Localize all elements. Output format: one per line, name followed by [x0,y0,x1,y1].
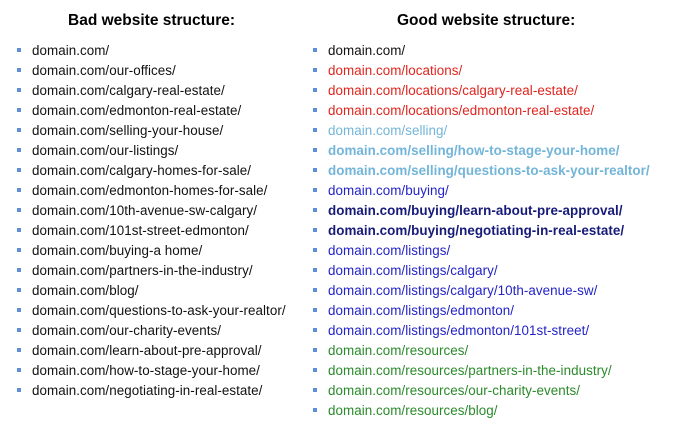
url-text: domain.com/listings/calgary/ [328,263,498,278]
square-bullet-icon [313,168,317,172]
url-text: domain.com/resources/partners-in-the-industry/ [328,363,612,378]
url-text: domain.com/selling/ [328,123,448,138]
url-text: domain.com/buying/learn-about-pre-approval/ [328,203,623,218]
square-bullet-icon [17,328,21,332]
square-bullet-icon [313,128,317,132]
list-item [312,101,650,121]
url-text: domain.com/listings/ [328,243,451,258]
url-text: domain.com/selling-your-house/ [32,123,224,138]
list-item [312,121,650,141]
list-item [312,401,650,421]
good-structure-list [312,41,650,421]
url-text: domain.com/partners-in-the-industry/ [32,263,253,278]
url-text: domain.com/buying-a home/ [32,243,203,258]
url-text: domain.com/ [328,43,406,58]
url-text: domain.com/locations/edmonton-real-estate/ [328,103,595,118]
list-item [16,321,286,341]
list-item [312,201,650,221]
good-structure-heading: Good website structure: [397,12,576,29]
square-bullet-icon [313,208,317,212]
square-bullet-icon [17,348,21,352]
url-text: domain.com/ [32,43,110,58]
bad-structure-list [16,41,286,401]
list-item [312,261,650,281]
square-bullet-icon [313,288,317,292]
url-text: domain.com/listings/edmonton/ [328,303,515,318]
list-item [312,41,650,61]
url-text: domain.com/negotiating-in-real-estate/ [32,383,263,398]
list-item [16,141,286,161]
square-bullet-icon [17,108,21,112]
square-bullet-icon [313,148,317,152]
square-bullet-icon [17,88,21,92]
url-text: domain.com/10th-avenue-sw-calgary/ [32,203,257,218]
square-bullet-icon [17,208,21,212]
list-item [16,181,286,201]
square-bullet-icon [313,48,317,52]
square-bullet-icon [313,368,317,372]
square-bullet-icon [313,268,317,272]
url-text: domain.com/our-charity-events/ [32,323,222,338]
square-bullet-icon [17,168,21,172]
list-item [16,281,286,301]
list-item [312,61,650,81]
list-item [312,321,650,341]
list-item [16,201,286,221]
square-bullet-icon [313,188,317,192]
list-item [16,221,286,241]
square-bullet-icon [313,68,317,72]
square-bullet-icon [17,368,21,372]
list-item [312,361,650,381]
url-text: domain.com/our-offices/ [32,63,176,78]
list-item [312,341,650,361]
list-item [16,121,286,141]
list-item [16,261,286,281]
url-text: domain.com/101st-street-edmonton/ [32,223,249,238]
square-bullet-icon [313,308,317,312]
square-bullet-icon [17,68,21,72]
bad-structure-heading: Bad website structure: [68,12,236,29]
list-item [16,161,286,181]
square-bullet-icon [313,108,317,112]
square-bullet-icon [17,148,21,152]
list-item [312,381,650,401]
url-text: domain.com/resources/ [328,343,469,358]
url-text: domain.com/buying/negotiating-in-real-estate/ [328,223,625,238]
url-text: domain.com/locations/ [328,63,463,78]
square-bullet-icon [313,328,317,332]
url-text: domain.com/learn-about-pre-approval/ [32,343,262,358]
square-bullet-icon [17,128,21,132]
url-text: domain.com/edmonton-real-estate/ [32,103,242,118]
url-text: domain.com/buying/ [328,183,449,198]
square-bullet-icon [17,388,21,392]
list-item [312,141,650,161]
square-bullet-icon [313,388,317,392]
list-item [312,241,650,261]
url-text: domain.com/selling/how-to-stage-your-home/ [328,143,620,158]
list-item [16,341,286,361]
url-text: domain.com/edmonton-homes-for-sale/ [32,183,268,198]
square-bullet-icon [17,248,21,252]
list-item [16,301,286,321]
url-text: domain.com/resources/blog/ [328,403,498,418]
url-text: domain.com/questions-to-ask-your-realtor/ [32,303,286,318]
list-item [16,381,286,401]
square-bullet-icon [313,228,317,232]
square-bullet-icon [313,348,317,352]
square-bullet-icon [17,268,21,272]
url-text: domain.com/resources/our-charity-events/ [328,383,581,398]
url-text: domain.com/blog/ [32,283,139,298]
square-bullet-icon [17,188,21,192]
url-text: domain.com/calgary-homes-for-sale/ [32,163,252,178]
url-text: domain.com/how-to-stage-your-home/ [32,363,260,378]
square-bullet-icon [17,288,21,292]
url-text: domain.com/calgary-real-estate/ [32,83,225,98]
url-text: domain.com/our-listings/ [32,143,179,158]
list-item [16,41,286,61]
list-item [312,301,650,321]
square-bullet-icon [17,308,21,312]
square-bullet-icon [17,228,21,232]
url-text: domain.com/listings/edmonton/101st-street/ [328,323,590,338]
list-item [312,281,650,301]
list-item [16,81,286,101]
list-item [312,81,650,101]
list-item [312,221,650,241]
square-bullet-icon [313,408,317,412]
list-item [16,61,286,81]
list-item [16,101,286,121]
list-item [16,241,286,261]
square-bullet-icon [313,248,317,252]
list-item [312,161,650,181]
list-item [312,181,650,201]
url-text: domain.com/listings/calgary/10th-avenue-sw/ [328,283,598,298]
url-text: domain.com/locations/calgary-real-estate/ [328,83,578,98]
url-text: domain.com/selling/questions-to-ask-your-realtor/ [328,163,650,178]
list-item [16,361,286,381]
square-bullet-icon [313,88,317,92]
square-bullet-icon [17,48,21,52]
